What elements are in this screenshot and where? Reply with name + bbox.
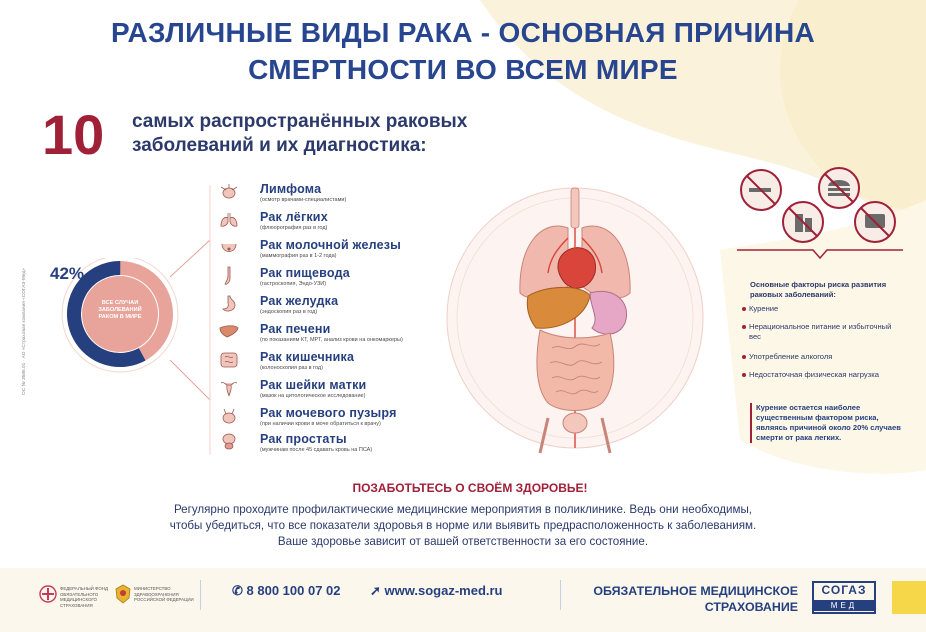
top-ten-number: 10 — [42, 103, 105, 166]
lungs-icon — [218, 210, 240, 230]
no-smoking-icon — [741, 170, 781, 210]
ffoms-label: ФЕДЕРАЛЬНЫЙ ФОНД ОБЯЗАТЕЛЬНОГО МЕДИЦИНСКОГО СТРАХОВАНИЯ — [60, 586, 108, 608]
cancer-item-lung: Рак лёгких (флюорография раз в год) — [260, 210, 328, 231]
ffoms-logo-icon — [38, 584, 58, 604]
prostate-icon — [218, 432, 240, 452]
ministry-label: МИНИСТЕРСТВО ЗДРАВООХРАНЕНИЯ РОССИЙСКОЙ ФЕДЕРАЦИИ — [134, 586, 194, 603]
top-ten-subtitle: самых распространённых раковых заболеваний и их диагностика: — [132, 111, 468, 156]
risk-item-smoking: Курение — [749, 304, 899, 314]
sogaz-logo-sub: МЕД — [814, 600, 874, 611]
stomach-icon — [218, 294, 240, 314]
cancer-item-stomach: Рак желудка (эндоскопия раз в год) — [260, 294, 339, 315]
bullet-icon — [742, 355, 746, 359]
breast-icon — [218, 238, 240, 258]
bullet-icon — [742, 307, 746, 311]
smoking-note: Курение остается наиболее существенным фактором риска, являясь причиной около 20% случаев смерти от рака легких. — [750, 403, 906, 443]
cancer-item-intestine: Рак кишечника (колоноскопия раз в год) — [260, 350, 355, 371]
liver-icon — [218, 322, 240, 342]
page-title: РАЗЛИЧНЫЕ ВИДЫ РАКА - ОСНОВНАЯ ПРИЧИНА СМЕРТНОСТИ ВО ВСЕМ МИРЕ — [110, 17, 816, 85]
brand-accent-block — [892, 581, 926, 614]
risk-item-activity: Недостаточная физическая нагрузка — [749, 370, 899, 380]
bullet-icon — [742, 325, 746, 329]
donut-percent: 42% — [50, 264, 85, 283]
no-inactivity-icon — [855, 202, 895, 242]
oms-label: ОБЯЗАТЕЛЬНОЕ МЕДИЦИНСКОЕ СТРАХОВАНИЕ — [593, 584, 798, 614]
ministry-emblem-icon — [114, 583, 132, 605]
cancer-item-bladder: Рак мочевого пузыря (при наличии крови в моче обратиться к врачу) — [260, 406, 397, 427]
pointer-icon: ➚ — [370, 583, 385, 598]
call-to-action-heading: ПОЗАБОТЬТЕСЬ О СВОЁМ ЗДОРОВЬЕ! — [352, 481, 588, 495]
no-alcohol-icon — [783, 202, 823, 242]
cancer-item-prostate: Рак простаты (мужчинам после 45 сдавать кровь на ПСА) — [260, 432, 373, 453]
cancer-item-esophagus: Рак пищевода (гастроскопия, Эндо-УЗИ) — [260, 266, 350, 287]
lymph-node-icon — [218, 182, 240, 202]
bullet-icon — [742, 373, 746, 377]
no-junk-food-icon — [819, 168, 859, 208]
esophagus-icon — [218, 266, 240, 286]
side-document-code: ОС № 3586.01 · АО «Страховая компания «СОГАЗ-Мед» — [22, 268, 27, 395]
sogaz-logo-name: СОГАЗ — [821, 583, 867, 597]
risk-item-alcohol: Употребление алкоголя — [749, 352, 899, 362]
cancer-item-lymphoma: Лимфома (осмотр врачами-специалистами) — [260, 182, 347, 203]
anatomy-illustration — [440, 178, 710, 470]
connector-lines — [150, 185, 260, 455]
footer-divider — [560, 580, 561, 610]
phone-icon: ✆ — [232, 583, 247, 598]
risk-factors-title: Основные факторы риска развития раковых заболеваний: — [750, 280, 887, 299]
uterus-icon — [218, 378, 240, 398]
donut-center-label: ВСЕ СЛУЧАИ ЗАБОЛЕВАНИЙ РАКОМ В МИРЕ — [98, 300, 142, 321]
bladder-icon — [218, 406, 240, 426]
call-to-action-text: Регулярно проходите профилактические медицинские мероприятия в поликлинике. Ведь они необходимы, чтобы убедиться, что все показатели здоровья в норме или выявить предрасположенность к заболеваниям. Ваше здоровье зависит от вашей ответственности за его состояние. — [169, 503, 757, 548]
website-link[interactable]: ➚ www.sogaz-med.ru — [370, 583, 503, 598]
cancer-item-cervix: Рак шейки матки (мазок на цитологическое исследование) — [260, 378, 367, 399]
hotline-phone[interactable]: ✆ 8 800 100 07 02 — [232, 583, 341, 598]
risk-pictograms — [735, 166, 905, 266]
cancer-item-breast: Рак молочной железы (маммография раз в 1-2 года) — [260, 238, 402, 259]
cancer-item-liver: Рак печени (по показаниям КТ, МРТ, анализ крови на онкомаркеры) — [260, 322, 403, 343]
footer-divider — [200, 580, 201, 610]
risk-item-diet: Нерациональное питание и избыточный вес — [749, 322, 899, 342]
intestine-icon — [218, 350, 240, 370]
